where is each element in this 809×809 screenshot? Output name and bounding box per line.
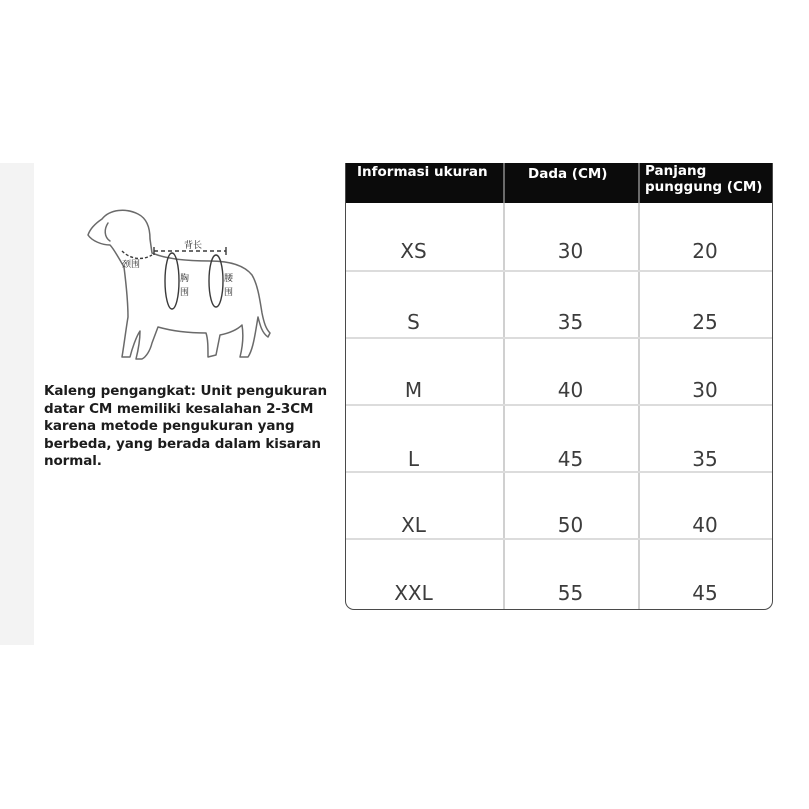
header-divider [503,163,505,203]
header-back-length [645,163,771,203]
waist-label-1: 腰 [224,274,234,284]
cell-chest: 30 [557,238,584,263]
cell-back: 40 [692,512,718,537]
cell-chest: 45 [557,446,584,471]
background-strip [0,163,34,645]
table-row [346,217,772,284]
dog-measurement-diagram [80,205,275,365]
measurement-note: Kaleng pengangkat: Unit pengukuran datar CM memiliki kesalahan 2-3CM karena metode pengukuran yang berbeda, yang berada dalam kisaran normal. [44,383,328,469]
table-row [346,559,772,610]
cell-back: 30 [692,377,718,402]
cell-chest: 35 [557,309,584,334]
size-table [345,163,773,610]
cell-size: M [404,377,423,402]
cell-size: XS [400,238,427,263]
cell-chest: 50 [557,512,584,537]
chest-label-1: 胸 [180,274,190,284]
cell-size: XXL [394,580,433,605]
waist-label-2: 围 [224,288,234,298]
table-row [346,356,772,423]
table-row [346,491,772,558]
cell-size: S [407,309,420,334]
header-size: Informasi ukuran [357,164,488,180]
chest-label-2: 围 [180,288,190,298]
cell-back: 20 [692,238,718,263]
table-header [346,163,772,203]
cell-back: 45 [692,580,718,605]
header-back-line1: Panjang [645,163,707,179]
measure-lines [122,247,226,309]
cell-chest: 40 [557,377,584,402]
neck-label: 颈围 [122,260,141,270]
cell-size: XL [401,512,426,537]
cell-size: L [407,446,420,471]
cell-back: 35 [692,446,718,471]
back-length-label: 背长 [184,241,203,251]
header-divider [638,163,640,203]
table-row [346,425,772,492]
cell-chest: 55 [557,580,584,605]
table-row [346,288,772,355]
header-chest: Dada (CM) [528,166,608,182]
cell-back: 25 [692,309,718,334]
header-back-line2: punggung (CM) [645,179,763,195]
